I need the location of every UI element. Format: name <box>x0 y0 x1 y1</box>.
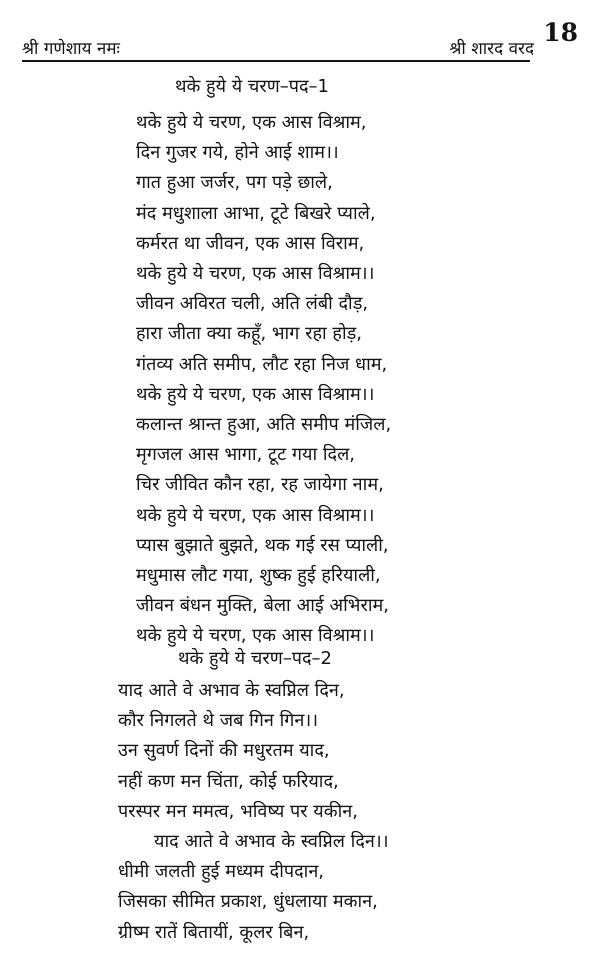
header-book-title: श्री शारद वरद <box>449 39 534 59</box>
page-number: 18 <box>543 18 578 47</box>
poem-line: जिसका सीमित प्रकाश, धुंधलाया मकान, <box>118 891 378 913</box>
poem-title-2: थके हुये ये चरण–पद–2 <box>178 648 332 669</box>
poem-title-1: थके हुये ये चरण–पद–1 <box>175 76 329 97</box>
poem-line: चिर जीवित कौन रहा, रह जायेगा नाम, <box>136 474 384 496</box>
poem-line: हारा जीता क्या कहूँ, भाग रहा होड़, <box>136 323 362 345</box>
poem-line: कलान्त श्रान्त हुआ, अति समीप मंजिल, <box>136 414 392 436</box>
poem-line: मृगजल आस भागा, टूट गया दिल, <box>136 444 355 466</box>
page-header <box>22 18 578 60</box>
poem-line: उन सुवर्ण दिनों की मधुरतम याद, <box>118 740 330 762</box>
poem-line: जीवन अविरत चली, अति लंबी दौड़, <box>136 293 369 315</box>
poem-line: गंतव्य अति समीप, लौट रहा निज धाम, <box>136 353 388 375</box>
poem-line: नहीं कण मन चिंता, कोई फरियाद, <box>118 770 339 792</box>
poem-line: परस्पर मन ममत्व, भविष्य पर यकीन, <box>118 800 358 822</box>
poem-line: जीवन बंधन मुक्ति, बेला आई अभिराम, <box>136 595 389 617</box>
poem-line: धीमी जलती हुई मध्यम दीपदान, <box>118 861 325 883</box>
poem-line: थके हुये ये चरण, एक आस विश्राम।। <box>136 625 375 647</box>
poem-refrain-line: याद आते वे अभाव के स्वप्निल दिन।। <box>154 831 389 853</box>
poem-line: मधुमास लौट गया, शुष्क हुई हरियाली, <box>136 565 381 587</box>
header-divider <box>22 60 530 62</box>
poem-line: ग्रीष्म रातें बितायीं, कूलर बिन, <box>118 921 310 943</box>
poem-line: थके हुये ये चरण, एक आस विश्राम, <box>136 112 367 133</box>
poem-line: प्यास बुझाते बुझते, थक गई रस प्याली, <box>136 534 389 556</box>
poem-2 <box>118 676 389 948</box>
poem-line: थके हुये ये चरण, एक आस विश्राम।। <box>136 383 375 405</box>
poem-line: गात हुआ जर्जर, पग पड़े छाले, <box>136 172 333 194</box>
poem-line: थके हुये ये चरण, एक आस विश्राम।। <box>136 263 375 285</box>
poem-line: थके हुये ये चरण, एक आस विश्राम।। <box>136 504 375 526</box>
poem-1 <box>136 108 391 652</box>
poem-line: याद आते वे अभाव के स्वप्निल दिन, <box>118 680 345 701</box>
poem-line: कर्मरत था जीवन, एक आस विराम, <box>136 232 365 254</box>
header-invocation: श्री गणेशाय नमः <box>22 39 120 59</box>
poem-line: कौर निगलते थे जब गिन गिन।। <box>118 710 319 732</box>
poem-line: दिन गुजर गये, होने आई शाम।। <box>136 142 339 164</box>
poem-line: मंद मधुशाला आभा, टूटे बिखरे प्याले, <box>136 202 376 224</box>
